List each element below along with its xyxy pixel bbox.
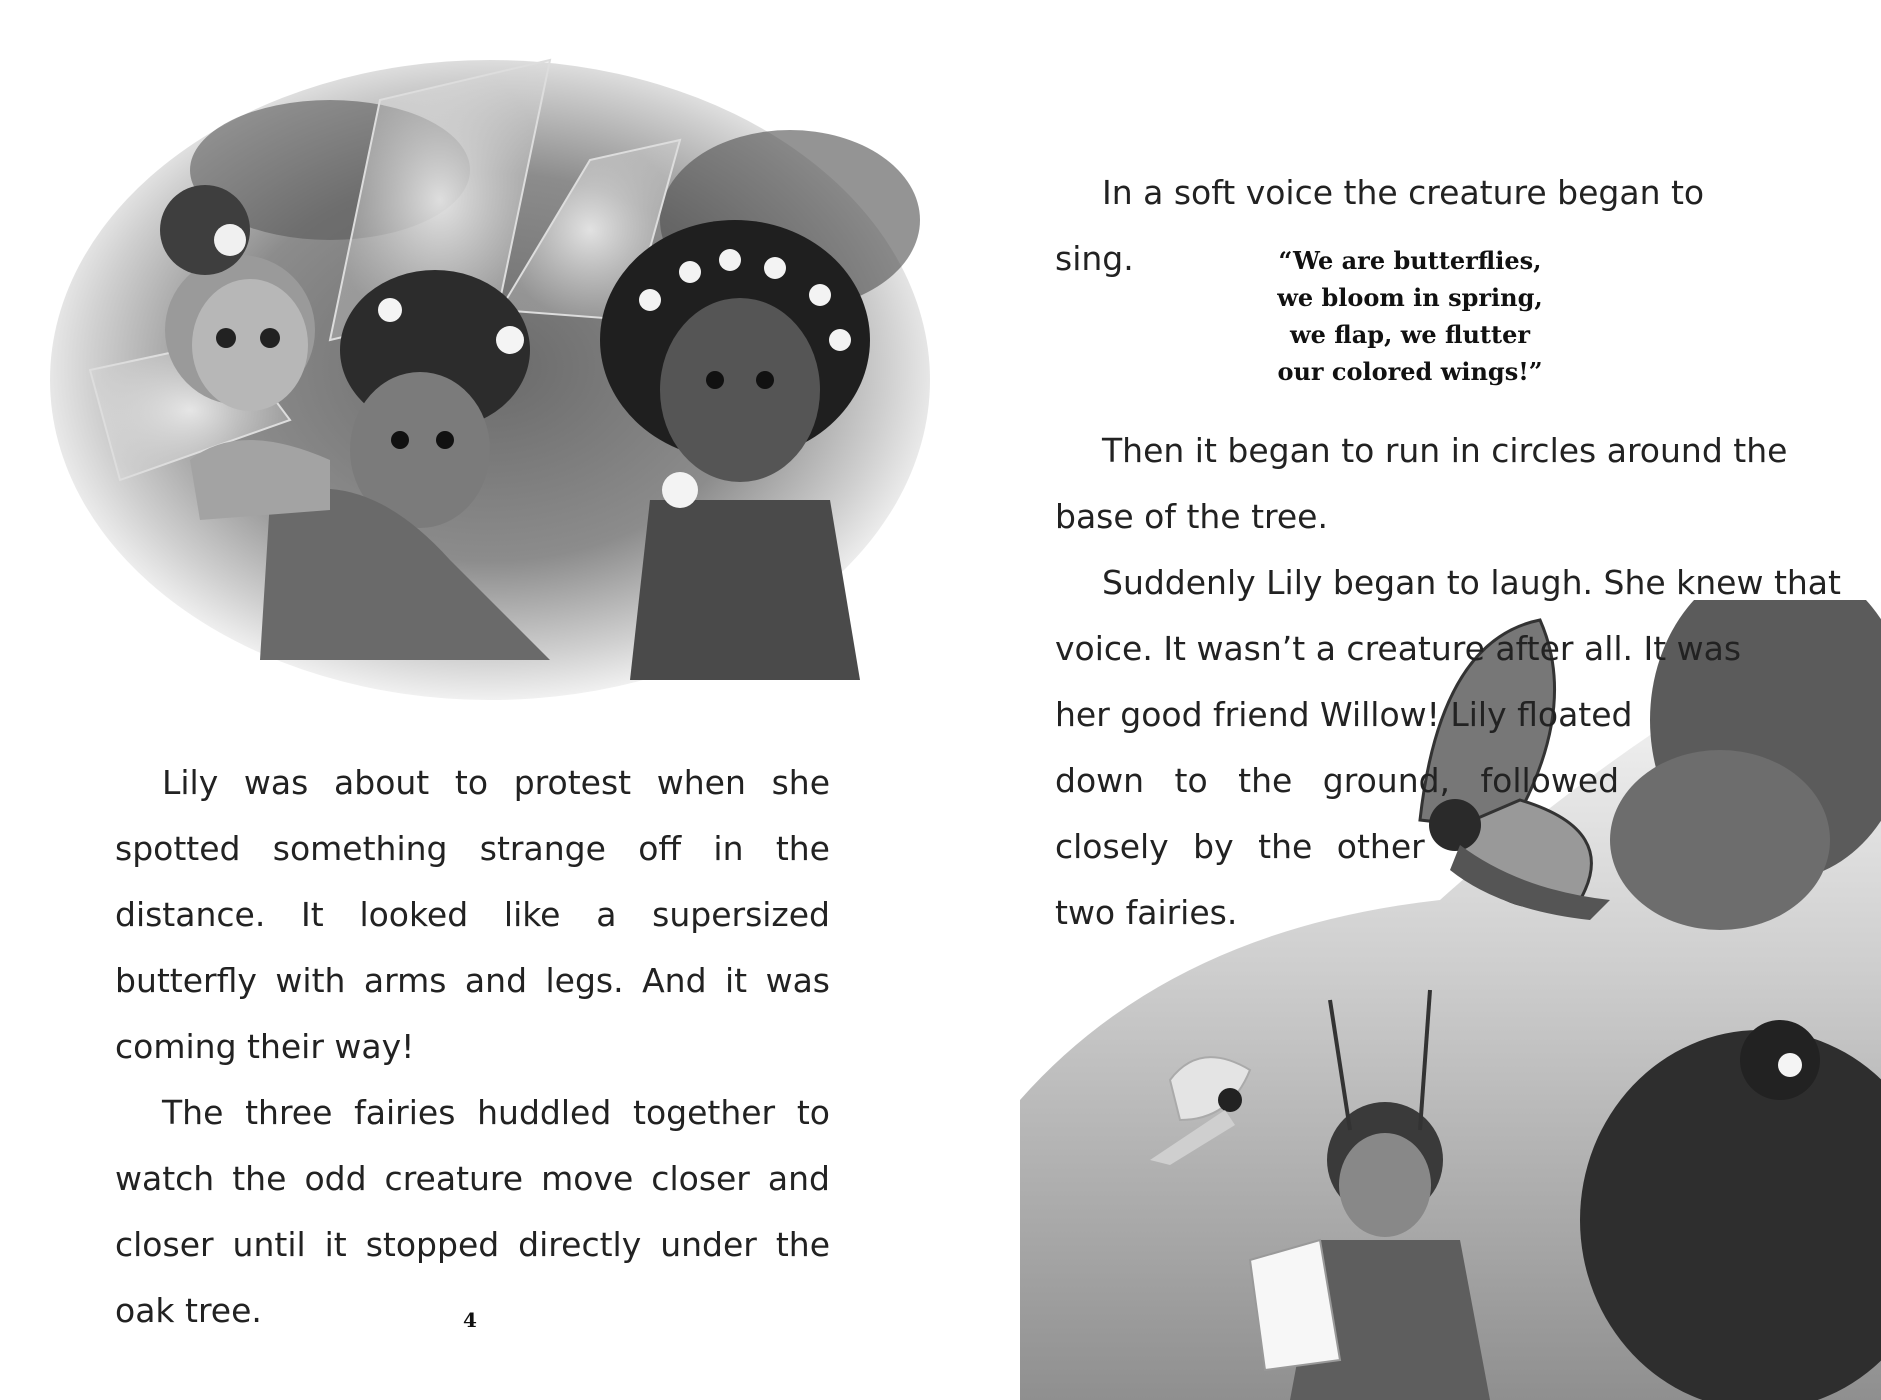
song-line: we bloom in spring, <box>1277 283 1543 312</box>
text-line: closely by the other <box>1055 827 1425 866</box>
song-line: our colored wings!” <box>1277 357 1543 386</box>
text-line: Then it began to run in circles around the <box>1102 431 1788 470</box>
text-line: Suddenly Lily began to laugh. She knew that <box>1102 563 1841 602</box>
song-line: we flap, we flutter <box>1289 320 1531 349</box>
right-page-body <box>1055 418 1841 946</box>
paragraph-soft-voice: In a soft voice the creature began to sing. <box>1055 173 1705 278</box>
song-line: “We are butterflies, <box>1278 246 1542 275</box>
text-line: two fairies. <box>1055 893 1238 932</box>
text-line: voice. It wasn’t a creature after all. It was <box>1055 629 1742 668</box>
text-line: her good friend Willow! Lily floated <box>1055 695 1633 734</box>
text-line: base of the tree. <box>1055 497 1328 536</box>
text-line: down to the ground, followed <box>1055 761 1620 800</box>
paragraph-lily-protest: Lily was about to protest when she spotted something strange off in the distance. It looked like a supersized butterfly with arms and legs. And it was coming their way! <box>115 763 830 1066</box>
left-page-body <box>115 750 830 1344</box>
paragraph-fairies-huddled: The three fairies huddled together to watch the odd creature move closer and closer until it stopped directly under the oak tree. <box>115 1093 830 1330</box>
page-number: 4 <box>463 1308 477 1332</box>
three-fairies-illustration <box>30 40 930 740</box>
butterfly-song <box>1180 242 1640 390</box>
